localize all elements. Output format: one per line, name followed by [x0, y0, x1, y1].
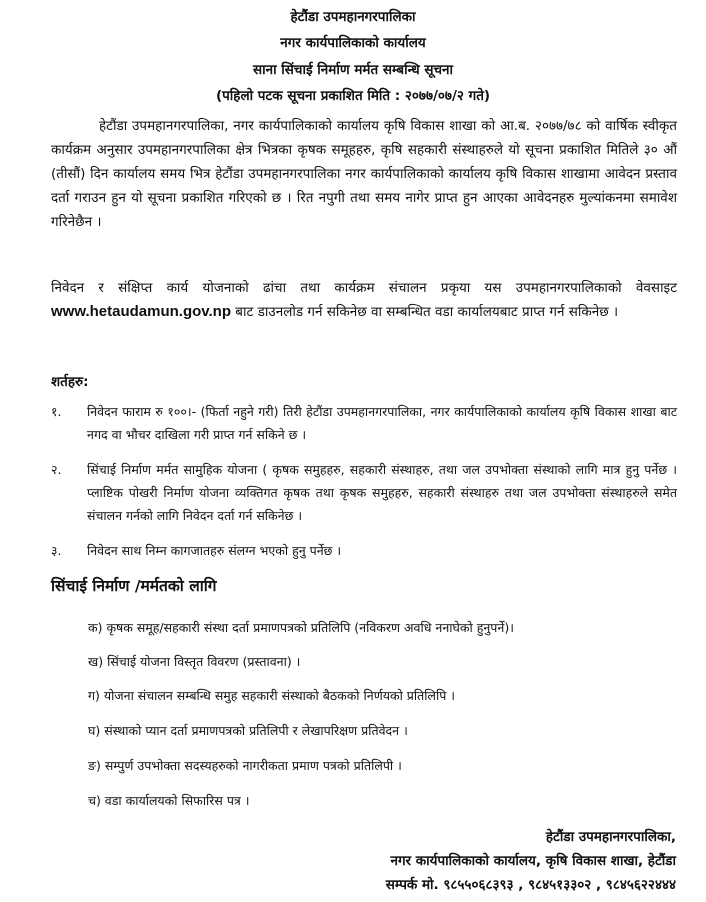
download-text-before: निवेदन र संक्षिप्त कार्य योजनाको ढांचा तथा कार्यक्रम संचालन प्रकृया यस उपमहानगरपालिकाको वेवसाइट — [51, 280, 677, 296]
condition-number: १. — [51, 404, 62, 419]
condition-item — [51, 400, 677, 446]
condition-number: ३. — [51, 543, 62, 558]
condition-text: सिंचाई निर्माण मर्मत सामुहिक योजना ( कृषक समुहहरु, सहकारी संस्थाहरु, तथा जल उपभोक्ता संस्थाको लागि मात्र हुनु पर्नेछ । प्लाष्टिक पोखरी निर्माण योजना व्यक्तिगत कृषक तथा कृषक समुहहरु, सहकारी संस्थाहरु तथा जल उपभोक्ता संस्थाहरुले समेत संचालन गर्नको लागि निवेदन दर्ता गर्न सकिनेछ । — [87, 462, 677, 523]
condition-text: निवेदन साथ निम्न कागजातहरु संलग्न भएको हुनु पर्नेछ । — [87, 543, 342, 558]
document-item: घ) संस्थाको प्यान दर्ता प्रमाणपत्रको प्रतिलिपी र लेखापरिक्षण प्रतिवेदन । — [88, 723, 408, 738]
office-name: हेटौंडा उपमहानगरपालिका — [290, 9, 416, 25]
condition-item — [51, 539, 677, 562]
publish-date: (पहिलो पटक सूचना प्रकाशित मिति : २०७७/०७/२ गते) — [215, 88, 491, 104]
document-item: च) वडा कार्यालयको सिफारिस पत्र । — [88, 793, 250, 808]
conditions-heading: शर्तहरु: — [51, 374, 89, 390]
download-text-after: बाट डाउनलोड गर्न सकिनेछ वा सम्बन्धित वडा कार्यालयबाट प्राप्त गर्न सकिनेछ । — [231, 304, 619, 320]
intro-paragraph: हेटौंडा उपमहानगरपालिका, नगर कार्यपालिकाको कार्यालय कृषि विकास शाखा को आ.ब. २०७७/७८ को वार्षिक स्वीकृत कार्यक्रम अनुसार उपमहानगरपालिका क्षेत्र भित्रका कृषक समूहहरु, कृषि सहकारी संस्थाहरुले यो सूचना प्रकाशित मितिले ३० औं (तीसौं) दिन कार्यालय समय भित्र हेटौंडा उपमहानगरपालिका नगर कार्यपालिकाको कार्यालय कृषि विकास शाखामा आवेदन प्रस्ताव दर्ता गराउन हुन यो सूचना प्रकाशित गरिएको छ । रित नपुगी तथा समय नागेर प्राप्त हुन आएका आवेदनहरु मुल्यांकनमा समावेश गरिनेछैन । — [51, 118, 677, 230]
section-title: सिंचाई निर्माण /मर्मतको लागि — [51, 577, 217, 595]
notice-title: साना सिंचाई निर्माण मर्मत सम्बन्धि सूचना — [252, 62, 454, 78]
document-item: ङ) सम्पुर्ण उपभोक्ता सदस्यहरुको नागरीकता प्रमाण पत्रको प्रतिलिपी । — [88, 758, 402, 773]
document-item: क) कृषक समूह/सहकारी संस्था दर्ता प्रमाणपत्रको प्रतिलिपि (नविकरण अवधि ननाघेको हुनुपर्ने)। — [88, 620, 514, 635]
condition-item — [51, 458, 677, 527]
signature-office: हेटौंडा उपमहानगरपालिका, — [545, 829, 676, 845]
document-item: ख) सिंचाई योजना विस्तृत विवरण (प्रस्तावना) । — [88, 654, 301, 669]
condition-text: निवेदन फाराम रु १००।- (फिर्ता नहुने गरी) तिरी हेटौंडा उपमहानगरपालिका, नगर कार्यपालिकाको कार्यालय कृषि विकास शाखा बाट नगद वा भौचर दाखिला गरी प्राप्त गर्न सकिने छ । — [87, 404, 677, 442]
website-link[interactable]: www.hetaudamun.gov.np — [51, 303, 231, 320]
contact-numbers: सम्पर्क मो. ९८५५०६८३९३ , ९८४५१३३०२ , ९८४५६२२४४४ — [385, 877, 676, 893]
download-paragraph — [51, 276, 677, 324]
office-department: नगर कार्यपालिकाको कार्यालय — [280, 35, 426, 51]
document-item: ग) योजना संचालन सम्बन्धि समुह सहकारी संस्थाको बैठकको निर्णयको प्रतिलिपि । — [88, 688, 456, 703]
condition-number: २. — [51, 462, 62, 477]
signature-department: नगर कार्यपालिकाको कार्यालय, कृषि विकास शाखा, हेटौंडा — [390, 853, 676, 869]
